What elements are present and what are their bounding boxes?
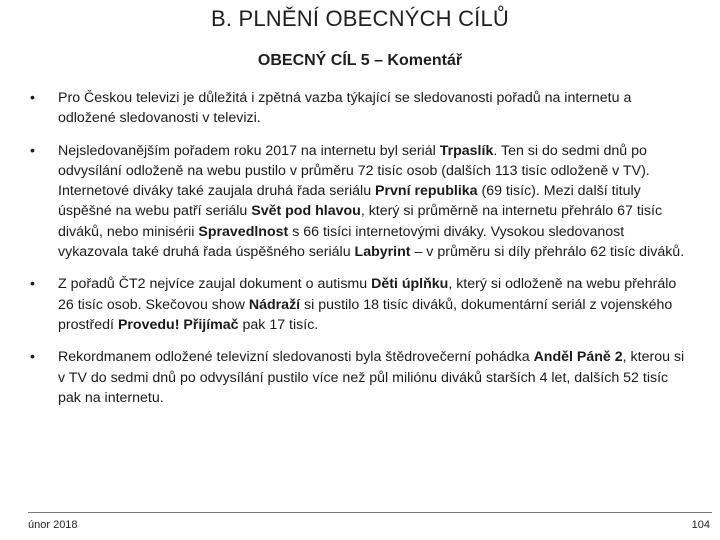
footer-date: únor 2018: [28, 519, 78, 531]
bullet-text: , kterou si v TV do sedmi dnů po odvysílání pustilo více než půl miliónu diváků starších 4 let, dalších 52 tisíc pak na internetu.: [58, 349, 685, 406]
bold-title: Trpaslík: [439, 142, 494, 159]
page-number: 104: [691, 519, 710, 531]
bold-title: Anděl Páně 2: [533, 349, 623, 366]
bold-title: První republika: [375, 183, 478, 200]
bullet-text: . Ten si do sedmi dnů po odvysílání odloženě na webu pustilo v průměru 72 tisíc osob (dalších 113 tisíc odloženě v TV). Internetové diváky také zaujala druhá řada seriálu: [58, 142, 650, 200]
bold-title: Provedu! Přijímač: [117, 316, 239, 333]
bold-title: Svět pod hlavou: [251, 203, 361, 220]
bullet-text: , který si odloženě na webu přehrálo 26 tisíc osob. Skečovou show: [58, 276, 677, 313]
bullet-item: [28, 141, 688, 263]
bullet-item: [28, 274, 688, 335]
bullet-text: Pro Českou televizi je důležitá i zpětná vazba týkající se sledovanosti pořadů na internetu a odložené sledovanosti v televizi.: [58, 90, 632, 127]
bullet-text: Nejsledovanějším pořadem roku 2017 na internetu byl seriál: [58, 142, 440, 159]
bullet-text: (69 tisíc). Mezi další tituly úspěšné na webu patří seriálu: [58, 183, 641, 220]
bullet-text: s 66 tisíci internetovými diváky. Vysokou sledovanost vykazovala také druhá řada úspěšného seriálu: [58, 223, 625, 261]
bullet-list: [28, 88, 688, 420]
bullet-text: – v průměru si díly přehrálo 62 tisíc diváků.: [410, 244, 685, 261]
bullet-text: si pustilo 18 tisíc diváků, dokumentární seriál z vojenského prostředí: [58, 296, 673, 333]
slide-title: B. PLNĚNÍ OBECNÝCH CÍLŮ: [210, 6, 509, 31]
bullet-text: Rekordmanem odložené televizní sledovanosti byla štědrovečerní pohádka: [58, 349, 534, 366]
bold-title: Labyrint: [354, 244, 411, 261]
slide-subtitle: OBECNÝ CÍL 5 – Komentář: [257, 52, 463, 69]
bullet-text: Z pořadů ČT2 nejvíce zaujal dokument o autismu: [58, 276, 372, 293]
bullet-text: , který si průměrně na internetu přehrálo 67 tisíc diváků, nebo minisérii: [58, 203, 663, 240]
bold-title: Spravedlnost: [198, 223, 289, 240]
bullet-item: [28, 347, 688, 408]
bold-title: Děti úplňku: [371, 276, 449, 293]
bullet-item: [28, 88, 688, 129]
bold-title: Nádraží: [248, 296, 301, 313]
footer-divider: [28, 512, 712, 513]
bullet-text: pak 17 tisíc.: [238, 316, 319, 333]
